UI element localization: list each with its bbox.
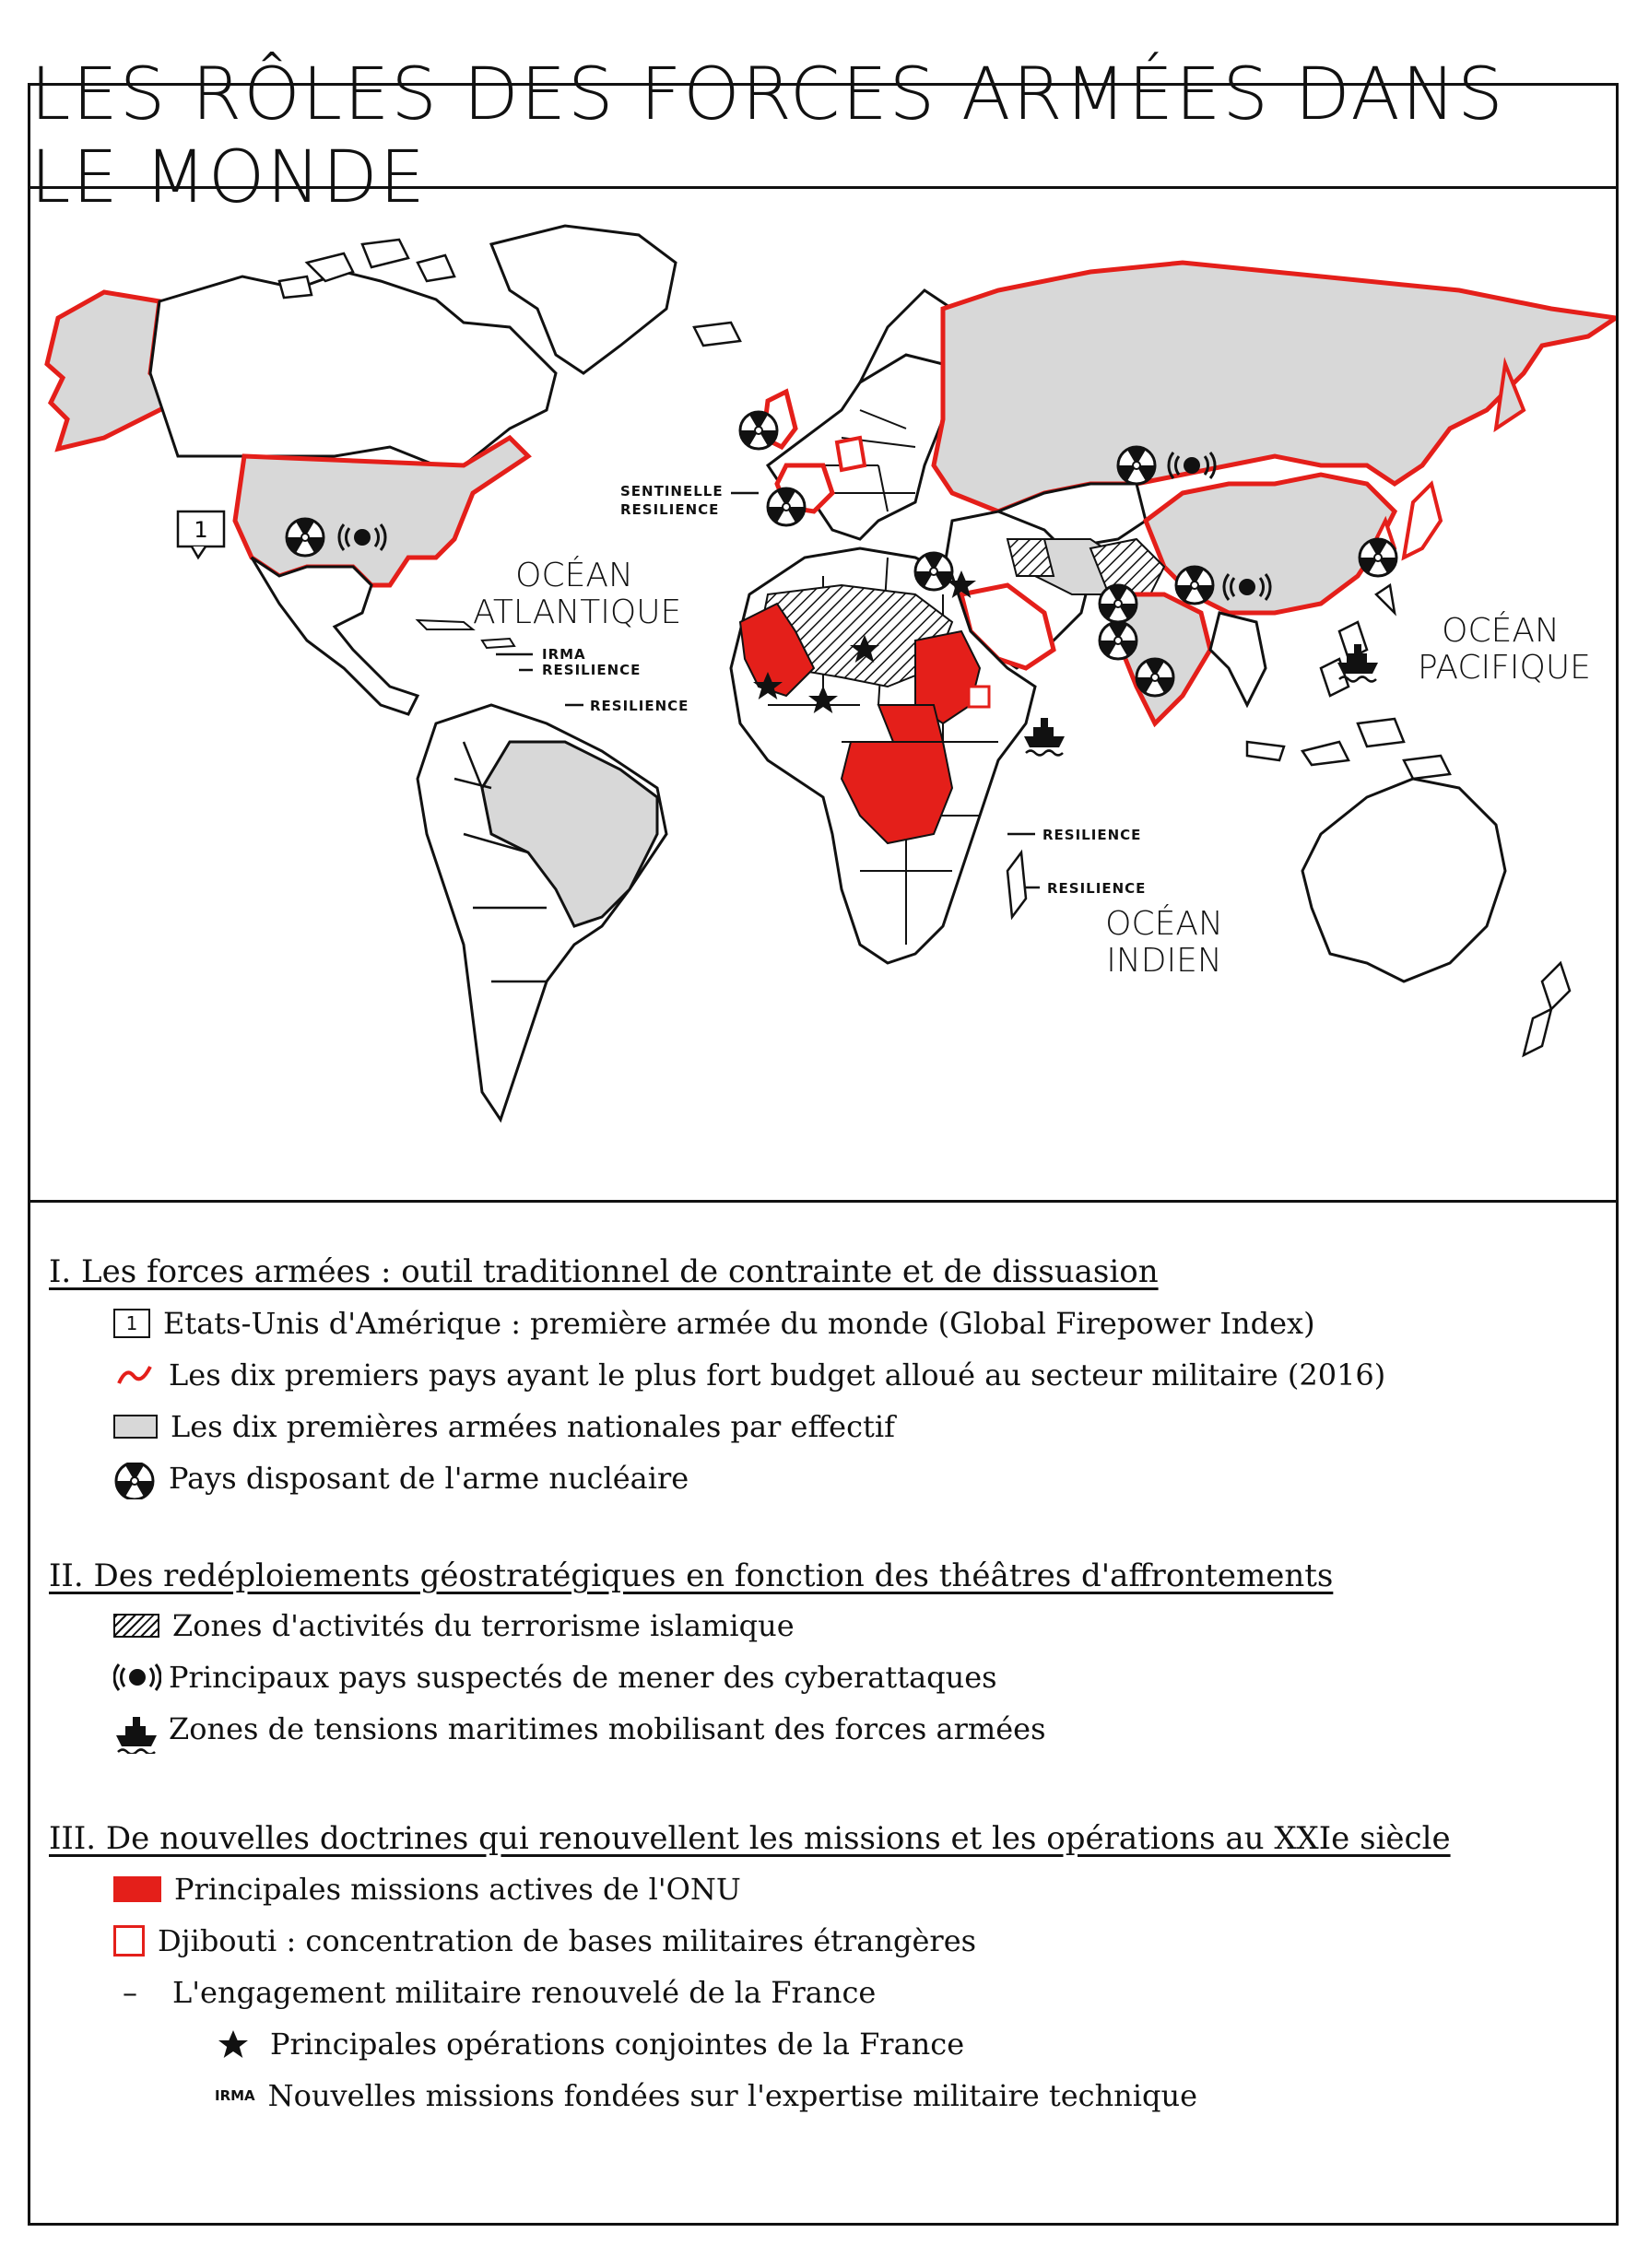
- nuke-israel: [915, 553, 952, 590]
- label-resilience-indian: RESILIENCE: [1047, 880, 1147, 897]
- world-map-svg: [30, 189, 1616, 1197]
- ocean-pacific: OCÉAN PACIFIQUE: [1418, 612, 1591, 687]
- germany: [837, 438, 865, 470]
- legend-item-first-army: 1 Etats-Unis d'Amérique : première armée du monde (Global Firepower Index): [113, 1306, 1315, 1341]
- title-bar: [30, 53, 1616, 219]
- ship-south-china-sea: [1337, 644, 1378, 682]
- legend-item-djibouti: Djibouti : concentration de bases militaires étrangères: [113, 1923, 976, 1958]
- red-line-icon: [113, 1359, 156, 1391]
- red-box-icon: [113, 1925, 145, 1957]
- legend-item-joint-ops: Principales opérations conjointes de la France: [215, 2027, 964, 2062]
- ocean-atlantic: OCÉAN ATLANTIQUE: [473, 557, 682, 631]
- legend-item-cyber: Principaux pays suspectés de mener des cyberattaques: [113, 1660, 997, 1695]
- legend: [30, 1203, 1616, 2226]
- label-resilience-caribbean: RESILIENCE: [542, 662, 642, 678]
- label-irma: IRMA: [542, 646, 586, 663]
- ship-indian-ocean: [1024, 718, 1065, 756]
- legend-item-france: – L'engagement militaire renouvelé de la France: [123, 1975, 877, 2010]
- legend-section-1-title: I. Les forces armées : outil traditionnel de contrainte et de dissuasion: [49, 1253, 1159, 1290]
- nuke-pakistan: [1100, 585, 1137, 622]
- nuke-north-korea: [1360, 539, 1396, 576]
- ship-icon: [113, 1713, 156, 1745]
- legend-item-irma: IRMA Nouvelles missions fondées sur l'expertise militaire technique: [215, 2078, 1198, 2113]
- rank-one-label: 1: [194, 517, 208, 543]
- gray-swatch-icon: [113, 1415, 158, 1439]
- legend-section-3-title: III. De nouvelles doctrines qui renouvellent les missions et les opérations au XXIe siècle: [49, 1820, 1451, 1857]
- australia: [1302, 779, 1505, 981]
- legend-section-2-title: II. Des redéploiements géostratégiques en fonction des théâtres d'affrontements: [49, 1557, 1334, 1594]
- label-sentinelle-resilience: SENTINELLE RESILIENCE: [620, 483, 724, 518]
- japan: [1404, 484, 1441, 558]
- cyber-icon: [113, 1662, 156, 1693]
- dash-icon: –: [123, 1975, 137, 2010]
- nuke-usa: [287, 519, 324, 556]
- ocean-indian: OCÉAN INDIEN: [1105, 905, 1223, 980]
- label-resilience-guyana: RESILIENCE: [590, 698, 689, 714]
- red-swatch-icon: [113, 1876, 161, 1902]
- nuke-uk: [740, 412, 777, 449]
- rank-one-icon: 1: [113, 1309, 150, 1338]
- legend-item-maritime: Zones de tensions maritimes mobilisant des forces armées: [113, 1711, 1046, 1746]
- hatch-swatch-icon: [113, 1614, 159, 1638]
- nuke-china: [1176, 567, 1213, 604]
- nuke-india-top: [1100, 622, 1137, 659]
- star-icon: [215, 2028, 257, 2060]
- legend-item-effectif: Les dix premières armées nationales par effectif: [113, 1409, 895, 1444]
- legend-item-terrorism: Zones d'activités du terrorisme islamique: [113, 1608, 795, 1643]
- nuke-india: [1137, 659, 1173, 696]
- canada: [150, 272, 556, 465]
- page-title: LES RÔLES DES FORCES ARMÉES DANS LE MONDE: [30, 53, 1505, 219]
- label-resilience-djibouti: RESILIENCE: [1042, 827, 1142, 843]
- legend-item-nuclear: Pays disposant de l'arme nucléaire: [113, 1461, 689, 1496]
- legend-item-onu: Principales missions actives de l'ONU: [113, 1872, 741, 1907]
- irma-tag: IRMA: [215, 2087, 255, 2104]
- legend-item-budget: Les dix premiers pays ayant le plus fort budget alloué au secteur militaire (2016): [113, 1357, 1385, 1393]
- world-map: [30, 189, 1616, 1203]
- nuke-france: [768, 488, 805, 525]
- nuke-russia: [1118, 447, 1155, 484]
- nuclear-icon: [113, 1463, 156, 1494]
- map-sheet: [28, 53, 1619, 2226]
- djibouti-box: [969, 687, 989, 707]
